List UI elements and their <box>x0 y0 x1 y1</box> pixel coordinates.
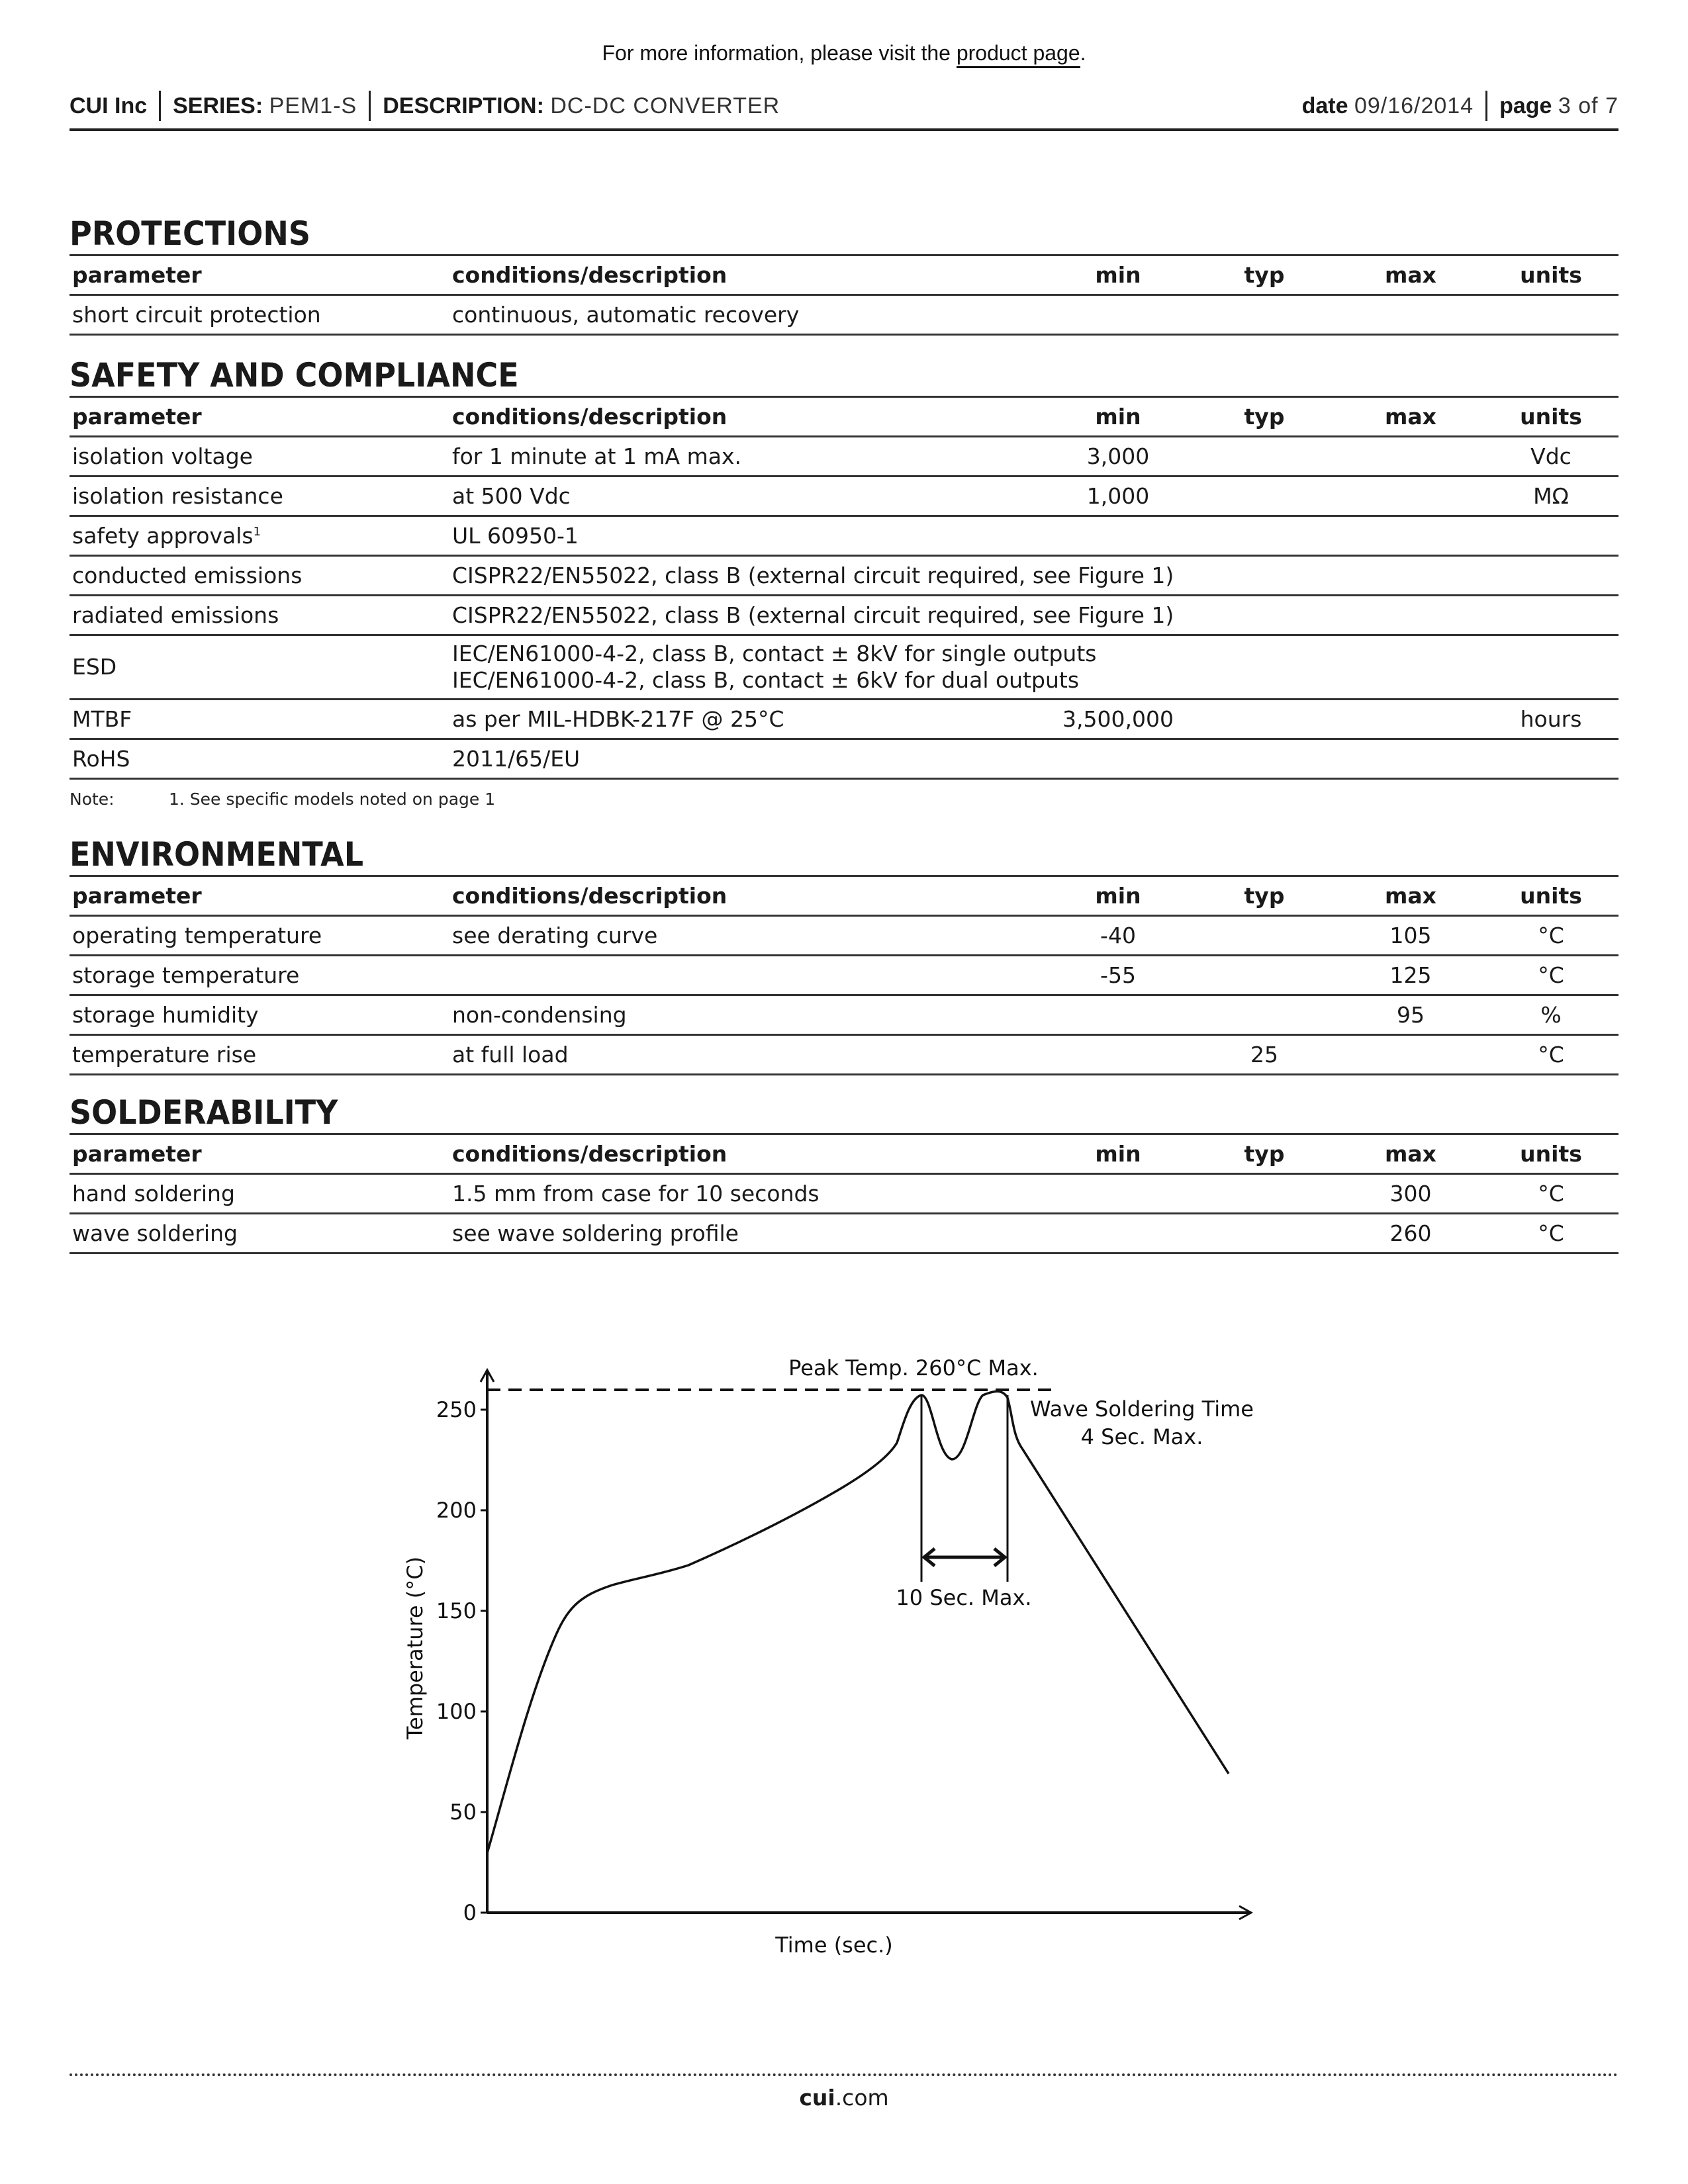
environmental-table <box>70 875 1618 1075</box>
cell-conditions: non-condensing <box>449 995 1045 1035</box>
col-conditions: conditions/description <box>449 1134 1045 1174</box>
date-label: date <box>1301 93 1348 118</box>
cell-units: °C <box>1483 916 1618 956</box>
table-row <box>70 739 1618 779</box>
cell-conditions: see wave soldering profile <box>449 1214 1045 1253</box>
cell-conditions: CISPR22/EN55022, class B (external circuit required, see Figure 1) <box>449 596 1618 635</box>
cell-typ <box>1191 995 1338 1035</box>
section-title: SAFETY AND COMPLIANCE <box>70 356 519 394</box>
col-parameter: parameter <box>70 876 449 916</box>
cell-typ <box>1191 739 1338 779</box>
col-min: min <box>1045 255 1191 295</box>
table-header-row <box>70 876 1618 916</box>
safety-section <box>70 355 1618 818</box>
col-conditions: conditions/description <box>449 397 1045 437</box>
cell-parameter: RoHS <box>70 739 449 779</box>
table-row <box>70 995 1618 1035</box>
divider <box>159 91 161 121</box>
y-axis-label: Temperature (°C) <box>402 1556 428 1740</box>
cell-conditions: continuous, automatic recovery <box>449 295 1045 335</box>
divider <box>369 91 371 121</box>
temperature-profile-curve <box>487 1391 1229 1853</box>
table-row <box>70 1035 1618 1075</box>
footer-brand-rest: .com <box>835 2085 889 2111</box>
cell-conditions: 1.5 mm from case for 10 seconds <box>449 1174 1045 1214</box>
cell-max: 105 <box>1338 916 1483 956</box>
cell-parameter: radiated emissions <box>70 596 449 635</box>
table-row <box>70 1214 1618 1253</box>
cell-conditions: see derating curve <box>449 916 1045 956</box>
tick-label: 250 <box>436 1397 477 1422</box>
cell-min <box>1045 516 1191 556</box>
x-axis-label: Time (sec.) <box>775 1933 893 1958</box>
cell-units <box>1483 739 1618 779</box>
cell-conditions <box>449 635 1618 700</box>
protections-table <box>70 254 1618 336</box>
col-units: units <box>1483 397 1618 437</box>
table-row <box>70 556 1618 596</box>
cell-conditions: UL 60950-1 <box>449 516 1045 556</box>
cell-parameter: isolation voltage <box>70 437 449 477</box>
wave-soldering-profile-chart <box>371 1324 1297 1959</box>
note-prefix: For more information, please visit the <box>602 41 957 65</box>
cell-max <box>1338 700 1483 739</box>
divider <box>1485 91 1487 121</box>
cell-min <box>1045 1214 1191 1253</box>
cell-conditions: as per MIL-HDBK-217F @ 25°C <box>449 700 1045 739</box>
cell-parameter: short circuit protection <box>70 295 449 335</box>
section-title: ENVIRONMENTAL <box>70 835 364 874</box>
col-min: min <box>1045 397 1191 437</box>
cell-typ <box>1191 516 1338 556</box>
page-value: 3 of 7 <box>1558 93 1618 118</box>
table-row <box>70 437 1618 477</box>
protections-section <box>70 213 1618 336</box>
cell-units <box>1483 516 1618 556</box>
col-typ: typ <box>1191 876 1338 916</box>
cell-typ <box>1191 437 1338 477</box>
date-value: 09/16/2014 <box>1354 93 1474 118</box>
col-typ: typ <box>1191 255 1338 295</box>
table-header-row <box>70 397 1618 437</box>
tick-label: 0 <box>463 1900 477 1925</box>
table-row <box>70 1174 1618 1214</box>
cell-max <box>1338 516 1483 556</box>
conditions-line: IEC/EN61000-4-2, class B, contact ± 6kV for dual outputs <box>452 667 1080 693</box>
cell-typ <box>1191 916 1338 956</box>
table-row <box>70 516 1618 556</box>
cell-units: °C <box>1483 1214 1618 1253</box>
cell-parameter: wave soldering <box>70 1214 449 1253</box>
col-conditions: conditions/description <box>449 255 1045 295</box>
ten-sec-annotation: 10 Sec. Max. <box>896 1585 1032 1610</box>
note-suffix: . <box>1080 41 1086 65</box>
cell-min <box>1045 295 1191 335</box>
description-value: DC-DC CONVERTER <box>550 93 780 118</box>
cell-max <box>1338 739 1483 779</box>
cell-max: 300 <box>1338 1174 1483 1214</box>
header-rule <box>70 128 1618 131</box>
col-parameter: parameter <box>70 397 449 437</box>
table-header-row <box>70 255 1618 295</box>
cell-parameter: temperature rise <box>70 1035 449 1075</box>
cell-min: 3,000 <box>1045 437 1191 477</box>
cell-parameter: isolation resistance <box>70 477 449 516</box>
footnote-marker: 1 <box>253 525 261 539</box>
cell-max <box>1338 477 1483 516</box>
col-max: max <box>1338 397 1483 437</box>
col-max: max <box>1338 255 1483 295</box>
cell-units: MΩ <box>1483 477 1618 516</box>
table-row <box>70 916 1618 956</box>
tick-label: 200 <box>436 1498 477 1523</box>
safety-table <box>70 396 1618 780</box>
cell-max: 95 <box>1338 995 1483 1035</box>
cell-min: -40 <box>1045 916 1191 956</box>
cell-max: 260 <box>1338 1214 1483 1253</box>
table-row <box>70 956 1618 995</box>
section-title: SOLDERABILITY <box>70 1093 338 1132</box>
col-conditions: conditions/description <box>449 876 1045 916</box>
cell-units: °C <box>1483 956 1618 995</box>
product-page-link[interactable]: product page <box>957 41 1080 68</box>
table-row <box>70 295 1618 335</box>
cell-typ <box>1191 956 1338 995</box>
peak-temp-annotation: Peak Temp. 260°C Max. <box>788 1355 1039 1381</box>
cell-typ <box>1191 1214 1338 1253</box>
cell-parameter <box>70 516 449 556</box>
tick-label: 150 <box>436 1598 477 1623</box>
cell-min <box>1045 739 1191 779</box>
col-parameter: parameter <box>70 1134 449 1174</box>
cell-conditions <box>449 956 1045 995</box>
wave-time-annotation-2: 4 Sec. Max. <box>1080 1424 1203 1449</box>
col-max: max <box>1338 1134 1483 1174</box>
cell-conditions: for 1 minute at 1 mA max. <box>449 437 1045 477</box>
environmental-section <box>70 834 1618 1075</box>
cell-parameter: storage humidity <box>70 995 449 1035</box>
cell-conditions: CISPR22/EN55022, class B (external circuit required, see Figure 1) <box>449 556 1618 596</box>
cell-min <box>1045 1035 1191 1075</box>
wave-time-annotation: Wave Soldering Time <box>1030 1396 1254 1422</box>
conditions-line: IEC/EN61000-4-2, class B, contact ± 8kV for single outputs <box>452 641 1097 666</box>
cell-conditions: at 500 Vdc <box>449 477 1045 516</box>
cell-typ <box>1191 295 1338 335</box>
cell-min <box>1045 995 1191 1035</box>
cell-min: 1,000 <box>1045 477 1191 516</box>
col-typ: typ <box>1191 1134 1338 1174</box>
solderability-table <box>70 1133 1618 1254</box>
col-max: max <box>1338 876 1483 916</box>
col-min: min <box>1045 876 1191 916</box>
cell-typ: 25 <box>1191 1035 1338 1075</box>
y-tick-labels <box>436 1397 477 1925</box>
table-row <box>70 635 1618 700</box>
cell-parameter: hand soldering <box>70 1174 449 1214</box>
cell-typ <box>1191 700 1338 739</box>
cell-units: Vdc <box>1483 437 1618 477</box>
cell-min: 3,500,000 <box>1045 700 1191 739</box>
company-name: CUI Inc <box>70 93 148 118</box>
cell-min <box>1045 1174 1191 1214</box>
cell-units: % <box>1483 995 1618 1035</box>
series-label: SERIES: <box>173 93 263 118</box>
cell-typ <box>1191 477 1338 516</box>
table-header-row <box>70 1134 1618 1174</box>
page-label: page <box>1499 93 1552 118</box>
cell-parameter: operating temperature <box>70 916 449 956</box>
cell-units: hours <box>1483 700 1618 739</box>
cell-units: °C <box>1483 1035 1618 1075</box>
cell-max <box>1338 1035 1483 1075</box>
table-row <box>70 700 1618 739</box>
cell-max <box>1338 295 1483 335</box>
col-units: units <box>1483 1134 1618 1174</box>
cell-typ <box>1191 1174 1338 1214</box>
table-row <box>70 596 1618 635</box>
series-value: PEM1-S <box>269 93 357 118</box>
col-typ: typ <box>1191 397 1338 437</box>
cell-parameter: storage temperature <box>70 956 449 995</box>
cell-min: -55 <box>1045 956 1191 995</box>
note-label: Note: <box>70 789 115 809</box>
cell-parameter: ESD <box>70 635 449 700</box>
cell-max <box>1338 437 1483 477</box>
footer-brand-bold: cui <box>799 2085 835 2111</box>
product-page-note <box>0 41 1688 66</box>
document-header <box>70 86 1618 126</box>
cell-conditions: at full load <box>449 1035 1045 1075</box>
cell-units <box>1483 295 1618 335</box>
footer <box>0 2085 1688 2111</box>
col-units: units <box>1483 255 1618 295</box>
footer-rule <box>70 2073 1618 2076</box>
col-units: units <box>1483 876 1618 916</box>
table-row <box>70 477 1618 516</box>
cell-units: °C <box>1483 1174 1618 1214</box>
section-title: PROTECTIONS <box>70 214 311 253</box>
col-min: min <box>1045 1134 1191 1174</box>
tick-label: 50 <box>449 1799 477 1825</box>
note-text: 1. See specific models noted on page 1 <box>169 789 496 809</box>
cell-max: 125 <box>1338 956 1483 995</box>
col-parameter: parameter <box>70 255 449 295</box>
tick-label: 100 <box>436 1699 477 1724</box>
solderability-section <box>70 1092 1618 1254</box>
parameter-text: safety approvals <box>72 523 254 549</box>
cell-parameter: MTBF <box>70 700 449 739</box>
description-label: DESCRIPTION: <box>383 93 544 118</box>
cell-conditions: 2011/65/EU <box>449 739 1045 779</box>
footnote <box>70 780 1618 818</box>
cell-parameter: conducted emissions <box>70 556 449 596</box>
